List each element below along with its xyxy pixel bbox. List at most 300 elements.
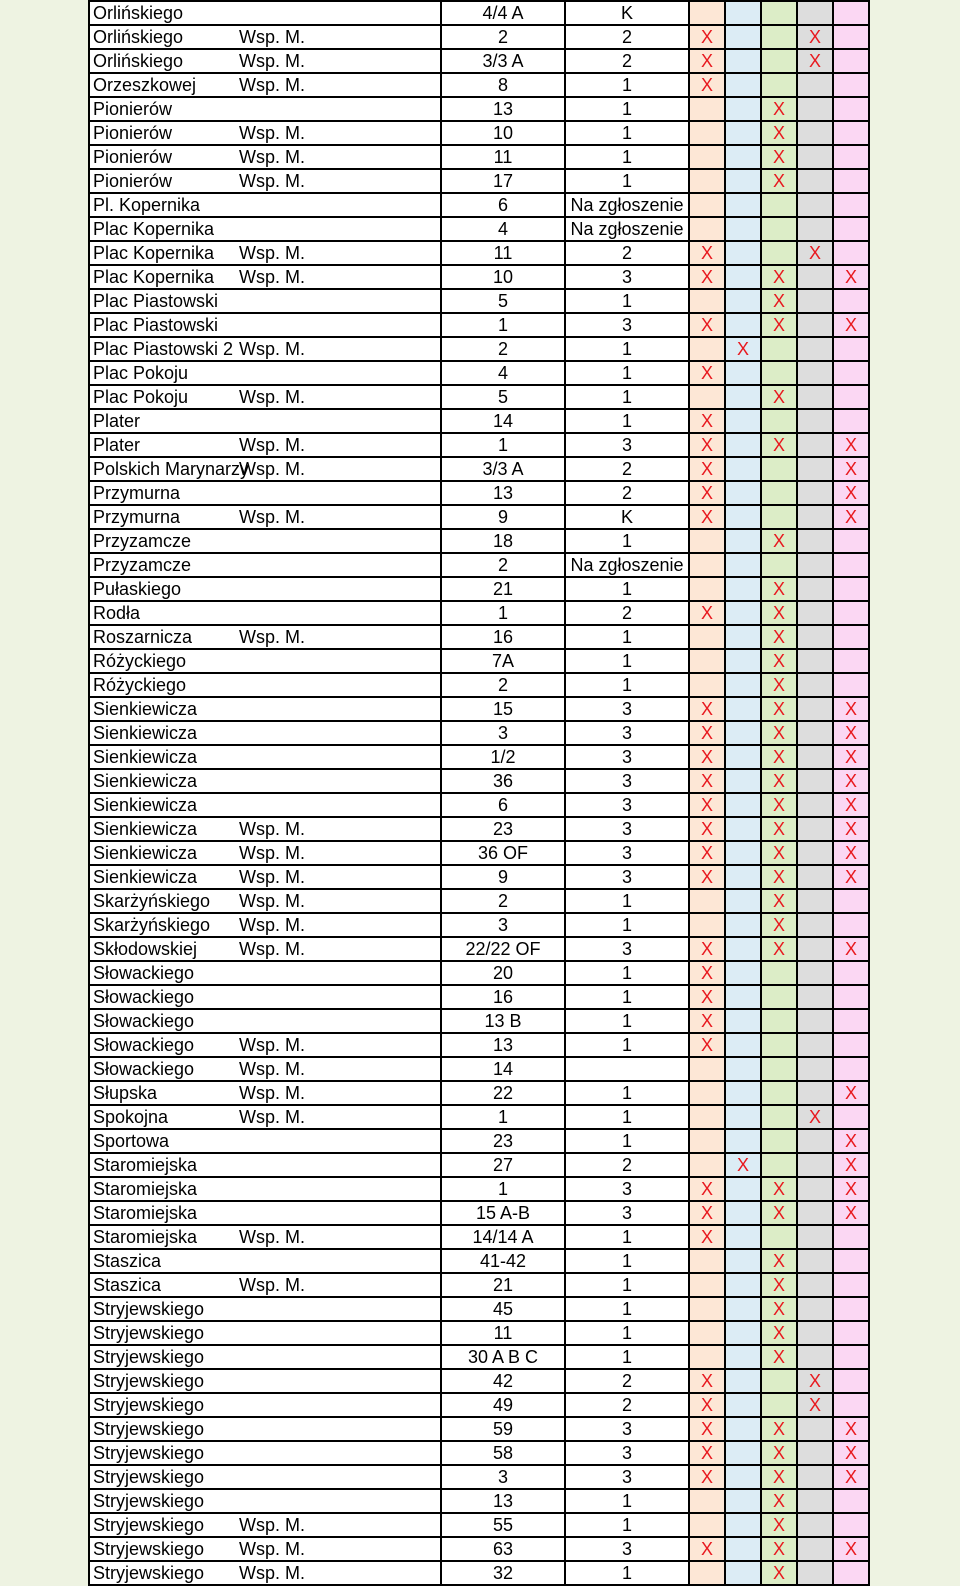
street-cell-content	[93, 1563, 440, 1583]
street-cell-content	[93, 771, 440, 791]
mark-cell-2	[725, 409, 761, 433]
mark-cell-1	[689, 553, 725, 577]
mark-cell-5	[833, 1489, 869, 1513]
count-cell: 3	[565, 865, 689, 889]
mark-cell-5	[833, 1297, 869, 1321]
mark-cell-5	[833, 553, 869, 577]
mark-cell-4	[797, 649, 833, 673]
street-cell	[89, 793, 441, 817]
mark-cell-5	[833, 97, 869, 121]
mark-cell-2	[725, 385, 761, 409]
mark-cell-2	[725, 889, 761, 913]
mark-cell-5	[833, 25, 869, 49]
house-number-cell: 2	[441, 889, 565, 913]
mark-cell-4	[797, 1537, 833, 1561]
street-cell-content	[93, 603, 440, 623]
table-row	[89, 1201, 869, 1225]
street-cell-content	[93, 699, 440, 719]
street-name: Staromiejska	[93, 1155, 198, 1175]
mark-cell-2	[725, 313, 761, 337]
mark-cell-5: X	[833, 1153, 869, 1177]
table-row	[89, 697, 869, 721]
street-cell-content	[93, 483, 440, 503]
house-number-cell: 10	[441, 265, 565, 289]
street-cell	[89, 73, 441, 97]
mark-cell-5	[833, 1321, 869, 1345]
street-suffix: Wsp. M.	[239, 1539, 305, 1559]
mark-cell-5: X	[833, 433, 869, 457]
mark-cell-5	[833, 1225, 869, 1249]
street-cell-content	[93, 75, 440, 95]
street-cell	[89, 1225, 441, 1249]
street-suffix: Wsp. M.	[239, 171, 305, 191]
street-cell	[89, 985, 441, 1009]
street-name: Sienkiewicza	[93, 699, 198, 719]
street-cell	[89, 865, 441, 889]
mark-cell-2	[725, 1345, 761, 1369]
mark-cell-5: X	[833, 721, 869, 745]
street-name: Rodła	[93, 603, 141, 623]
table-row	[89, 985, 869, 1009]
mark-cell-2	[725, 1513, 761, 1537]
mark-cell-5	[833, 289, 869, 313]
street-cell-content	[93, 1515, 440, 1535]
mark-cell-4: X	[797, 25, 833, 49]
mark-cell-5	[833, 49, 869, 73]
house-number-cell: 21	[441, 577, 565, 601]
street-name: Plac Piastowski	[93, 291, 219, 311]
street-name: Przymurna	[93, 483, 181, 503]
mark-cell-5: X	[833, 313, 869, 337]
mark-cell-2	[725, 601, 761, 625]
house-number-cell: 20	[441, 961, 565, 985]
street-cell-content	[93, 579, 440, 599]
count-cell: 1	[565, 145, 689, 169]
street-name: Słowackiego	[93, 963, 195, 983]
house-number-cell: 16	[441, 985, 565, 1009]
count-cell: 1	[565, 625, 689, 649]
mark-cell-3: X	[761, 145, 797, 169]
table-row	[89, 1465, 869, 1489]
count-cell: 2	[565, 25, 689, 49]
mark-cell-3: X	[761, 913, 797, 937]
mark-cell-3: X	[761, 1201, 797, 1225]
street-cell	[89, 769, 441, 793]
house-number-cell: 23	[441, 817, 565, 841]
mark-cell-3	[761, 1153, 797, 1177]
count-cell: 1	[565, 961, 689, 985]
street-cell-content	[93, 219, 440, 239]
street-cell-content	[93, 1251, 440, 1271]
mark-cell-1: X	[689, 601, 725, 625]
count-cell: 1	[565, 1297, 689, 1321]
mark-cell-3	[761, 1393, 797, 1417]
mark-cell-3: X	[761, 289, 797, 313]
count-cell: 1	[565, 361, 689, 385]
count-cell: 1	[565, 97, 689, 121]
mark-cell-2	[725, 1393, 761, 1417]
mark-cell-5: X	[833, 457, 869, 481]
street-cell-content	[93, 3, 440, 23]
mark-cell-3: X	[761, 1441, 797, 1465]
mark-cell-3	[761, 25, 797, 49]
house-number-cell: 27	[441, 1153, 565, 1177]
mark-cell-1: X	[689, 721, 725, 745]
mark-cell-4	[797, 1081, 833, 1105]
street-name: Orlińskiego	[93, 51, 184, 71]
house-number-cell: 18	[441, 529, 565, 553]
street-suffix: Wsp. M.	[239, 147, 305, 167]
count-cell: 3	[565, 793, 689, 817]
street-cell-content	[93, 555, 440, 575]
street-cell	[89, 1105, 441, 1129]
street-name: Stryjewskiego	[93, 1419, 205, 1439]
mark-cell-1: X	[689, 481, 725, 505]
street-cell	[89, 145, 441, 169]
house-number-cell: 13	[441, 1033, 565, 1057]
street-name: Plac Kopernika	[93, 219, 215, 239]
mark-cell-1	[689, 1273, 725, 1297]
mark-cell-4	[797, 625, 833, 649]
street-name: Staromiejska	[93, 1227, 198, 1247]
house-number-cell: 4	[441, 217, 565, 241]
street-cell	[89, 289, 441, 313]
street-cell-content	[93, 795, 440, 815]
table-row	[89, 169, 869, 193]
mark-cell-4	[797, 817, 833, 841]
count-cell: K	[565, 505, 689, 529]
mark-cell-5	[833, 145, 869, 169]
street-name: Pionierów	[93, 171, 173, 191]
mark-cell-4	[797, 1177, 833, 1201]
mark-cell-2	[725, 1489, 761, 1513]
mark-cell-1	[689, 145, 725, 169]
mark-cell-5	[833, 169, 869, 193]
house-number-cell: 32	[441, 1561, 565, 1585]
street-suffix: Wsp. M.	[239, 1227, 305, 1247]
count-cell: 3	[565, 769, 689, 793]
street-name: Staszica	[93, 1275, 162, 1295]
mark-cell-5	[833, 1561, 869, 1585]
count-cell: 3	[565, 697, 689, 721]
street-cell-content	[93, 1179, 440, 1199]
mark-cell-1	[689, 889, 725, 913]
count-cell: 3	[565, 1441, 689, 1465]
mark-cell-4	[797, 721, 833, 745]
mark-cell-4	[797, 1033, 833, 1057]
mark-cell-5: X	[833, 841, 869, 865]
street-cell-content	[93, 27, 440, 47]
street-cell-content	[93, 171, 440, 191]
street-cell-content	[93, 195, 440, 215]
mark-cell-2	[725, 1105, 761, 1129]
mark-cell-5	[833, 121, 869, 145]
mark-cell-4	[797, 385, 833, 409]
mark-cell-2	[725, 577, 761, 601]
street-suffix: Wsp. M.	[239, 1083, 305, 1103]
street-name: Skarżyńskiego	[93, 915, 211, 935]
mark-cell-5	[833, 649, 869, 673]
table-row	[89, 721, 869, 745]
house-number-cell: 9	[441, 505, 565, 529]
mark-cell-2	[725, 745, 761, 769]
mark-cell-2	[725, 1201, 761, 1225]
mark-cell-1: X	[689, 409, 725, 433]
street-name: Plater	[93, 435, 141, 455]
mark-cell-2	[725, 1297, 761, 1321]
mark-cell-5: X	[833, 817, 869, 841]
table-row	[89, 241, 869, 265]
house-number-cell: 11	[441, 241, 565, 265]
count-cell: 1	[565, 1249, 689, 1273]
mark-cell-2	[725, 289, 761, 313]
street-cell	[89, 1369, 441, 1393]
mark-cell-5: X	[833, 265, 869, 289]
street-cell	[89, 1489, 441, 1513]
street-cell	[89, 817, 441, 841]
mark-cell-4	[797, 1225, 833, 1249]
table-row	[89, 1249, 869, 1273]
street-name: Staszica	[93, 1251, 162, 1271]
house-number-cell: 5	[441, 289, 565, 313]
mark-cell-2	[725, 721, 761, 745]
count-cell: 2	[565, 457, 689, 481]
mark-cell-5	[833, 361, 869, 385]
table-row	[89, 913, 869, 937]
mark-cell-3: X	[761, 577, 797, 601]
mark-cell-2	[725, 769, 761, 793]
mark-cell-2	[725, 1033, 761, 1057]
mark-cell-2	[725, 1321, 761, 1345]
street-cell-content	[93, 1419, 440, 1439]
mark-cell-3	[761, 961, 797, 985]
count-cell: 1	[565, 1225, 689, 1249]
count-cell: 1	[565, 529, 689, 553]
mark-cell-1: X	[689, 937, 725, 961]
mark-cell-3	[761, 1081, 797, 1105]
mark-cell-1	[689, 217, 725, 241]
mark-cell-5	[833, 577, 869, 601]
mark-cell-5	[833, 529, 869, 553]
street-name: Stryjewskiego	[93, 1323, 205, 1343]
street-cell	[89, 1441, 441, 1465]
mark-cell-5	[833, 409, 869, 433]
mark-cell-5: X	[833, 1441, 869, 1465]
mark-cell-5: X	[833, 1129, 869, 1153]
street-cell-content	[93, 411, 440, 431]
street-name: Sienkiewicza	[93, 795, 198, 815]
mark-cell-3	[761, 1129, 797, 1153]
count-cell: 3	[565, 313, 689, 337]
mark-cell-2	[725, 865, 761, 889]
table-row	[89, 1057, 869, 1081]
table-row	[89, 457, 869, 481]
street-name: Sienkiewicza	[93, 819, 198, 839]
street-cell-content	[93, 747, 440, 767]
table-row	[89, 937, 869, 961]
count-cell: 3	[565, 817, 689, 841]
mark-cell-2	[725, 553, 761, 577]
street-cell	[89, 1033, 441, 1057]
mark-cell-4: X	[797, 241, 833, 265]
street-name: Plac Kopernika	[93, 267, 215, 287]
street-name: Orzeszkowej	[93, 75, 197, 95]
mark-cell-1: X	[689, 505, 725, 529]
mark-cell-2	[725, 265, 761, 289]
house-number-cell: 5	[441, 385, 565, 409]
count-cell: Na zgłoszenie	[565, 553, 689, 577]
street-name: Słowackiego	[93, 1035, 195, 1055]
count-cell: 3	[565, 1201, 689, 1225]
mark-cell-1: X	[689, 961, 725, 985]
mark-cell-3: X	[761, 793, 797, 817]
mark-cell-2	[725, 1249, 761, 1273]
street-cell-content	[93, 363, 440, 383]
street-name: Plac Piastowski 2	[93, 339, 234, 359]
street-suffix: Wsp. M.	[239, 435, 305, 455]
mark-cell-5	[833, 1009, 869, 1033]
street-name: Różyckiego	[93, 675, 187, 695]
mark-cell-4	[797, 1273, 833, 1297]
street-name: Stryjewskiego	[93, 1563, 205, 1583]
table-row	[89, 1393, 869, 1417]
table-row	[89, 1441, 869, 1465]
count-cell: 3	[565, 937, 689, 961]
mark-cell-4	[797, 1057, 833, 1081]
mark-cell-4	[797, 361, 833, 385]
street-name: Skłodowskiej	[93, 939, 198, 959]
street-name: Słowackiego	[93, 1011, 195, 1031]
street-cell	[89, 1393, 441, 1417]
mark-cell-1	[689, 1057, 725, 1081]
street-cell-content	[93, 507, 440, 527]
street-cell	[89, 385, 441, 409]
table-row	[89, 1105, 869, 1129]
mark-cell-1	[689, 1297, 725, 1321]
street-cell	[89, 1057, 441, 1081]
table-row	[89, 505, 869, 529]
mark-cell-5: X	[833, 793, 869, 817]
mark-cell-3	[761, 505, 797, 529]
mark-cell-4	[797, 793, 833, 817]
street-cell	[89, 697, 441, 721]
mark-cell-4	[797, 577, 833, 601]
house-number-cell: 21	[441, 1273, 565, 1297]
mark-cell-1: X	[689, 457, 725, 481]
mark-cell-1: X	[689, 1033, 725, 1057]
mark-cell-4: X	[797, 1105, 833, 1129]
mark-cell-3: X	[761, 673, 797, 697]
mark-cell-1	[689, 169, 725, 193]
table-row	[89, 529, 869, 553]
street-cell	[89, 361, 441, 385]
street-name: Pionierów	[93, 147, 173, 167]
mark-cell-5	[833, 241, 869, 265]
table-row	[89, 745, 869, 769]
mark-cell-3	[761, 457, 797, 481]
table-row	[89, 817, 869, 841]
mark-cell-1	[689, 913, 725, 937]
house-number-cell: 22/22 OF	[441, 937, 565, 961]
table-row	[89, 145, 869, 169]
count-cell: 2	[565, 1393, 689, 1417]
mark-cell-5	[833, 337, 869, 361]
count-cell: 1	[565, 1105, 689, 1129]
mark-cell-2	[725, 457, 761, 481]
street-cell-content	[93, 1155, 440, 1175]
mark-cell-2	[725, 169, 761, 193]
count-cell: 1	[565, 385, 689, 409]
mark-cell-4	[797, 1345, 833, 1369]
mark-cell-1: X	[689, 73, 725, 97]
mark-cell-4	[797, 313, 833, 337]
street-cell-content	[93, 675, 440, 695]
street-cell	[89, 601, 441, 625]
street-cell-content	[93, 1275, 440, 1295]
mark-cell-5: X	[833, 1417, 869, 1441]
street-suffix: Wsp. M.	[239, 915, 305, 935]
table-row	[89, 1561, 869, 1585]
mark-cell-2	[725, 25, 761, 49]
street-cell-content	[93, 1443, 440, 1463]
mark-cell-2	[725, 73, 761, 97]
house-number-cell: 15 A-B	[441, 1201, 565, 1225]
street-cell	[89, 1081, 441, 1105]
street-cell	[89, 1321, 441, 1345]
mark-cell-2	[725, 913, 761, 937]
street-name: Plac Pokoju	[93, 387, 189, 407]
mark-cell-2	[725, 1537, 761, 1561]
street-name: Słowackiego	[93, 987, 195, 1007]
mark-cell-3: X	[761, 97, 797, 121]
table-row	[89, 97, 869, 121]
table-row	[89, 1081, 869, 1105]
street-suffix: Wsp. M.	[239, 507, 305, 527]
address-table	[88, 0, 870, 1586]
street-cell	[89, 1273, 441, 1297]
count-cell: 3	[565, 745, 689, 769]
mark-cell-3	[761, 1057, 797, 1081]
mark-cell-4	[797, 121, 833, 145]
mark-cell-4	[797, 337, 833, 361]
street-name: Sienkiewicza	[93, 771, 198, 791]
street-cell	[89, 577, 441, 601]
mark-cell-4	[797, 1129, 833, 1153]
mark-cell-4	[797, 1513, 833, 1537]
mark-cell-3	[761, 409, 797, 433]
mark-cell-2	[725, 121, 761, 145]
house-number-cell: 3/3 A	[441, 457, 565, 481]
mark-cell-3	[761, 217, 797, 241]
street-cell	[89, 1249, 441, 1273]
mark-cell-5	[833, 1249, 869, 1273]
mark-cell-5: X	[833, 1081, 869, 1105]
mark-cell-3: X	[761, 721, 797, 745]
mark-cell-4	[797, 1417, 833, 1441]
street-suffix: Wsp. M.	[239, 1563, 305, 1583]
street-cell-content	[93, 1059, 440, 1079]
mark-cell-2	[725, 1465, 761, 1489]
mark-cell-3: X	[761, 121, 797, 145]
mark-cell-4	[797, 1465, 833, 1489]
table-row	[89, 1417, 869, 1441]
mark-cell-1: X	[689, 1441, 725, 1465]
mark-cell-1: X	[689, 769, 725, 793]
street-suffix: Wsp. M.	[239, 1107, 305, 1127]
mark-cell-4	[797, 97, 833, 121]
mark-cell-1	[689, 1, 725, 25]
mark-cell-1: X	[689, 313, 725, 337]
